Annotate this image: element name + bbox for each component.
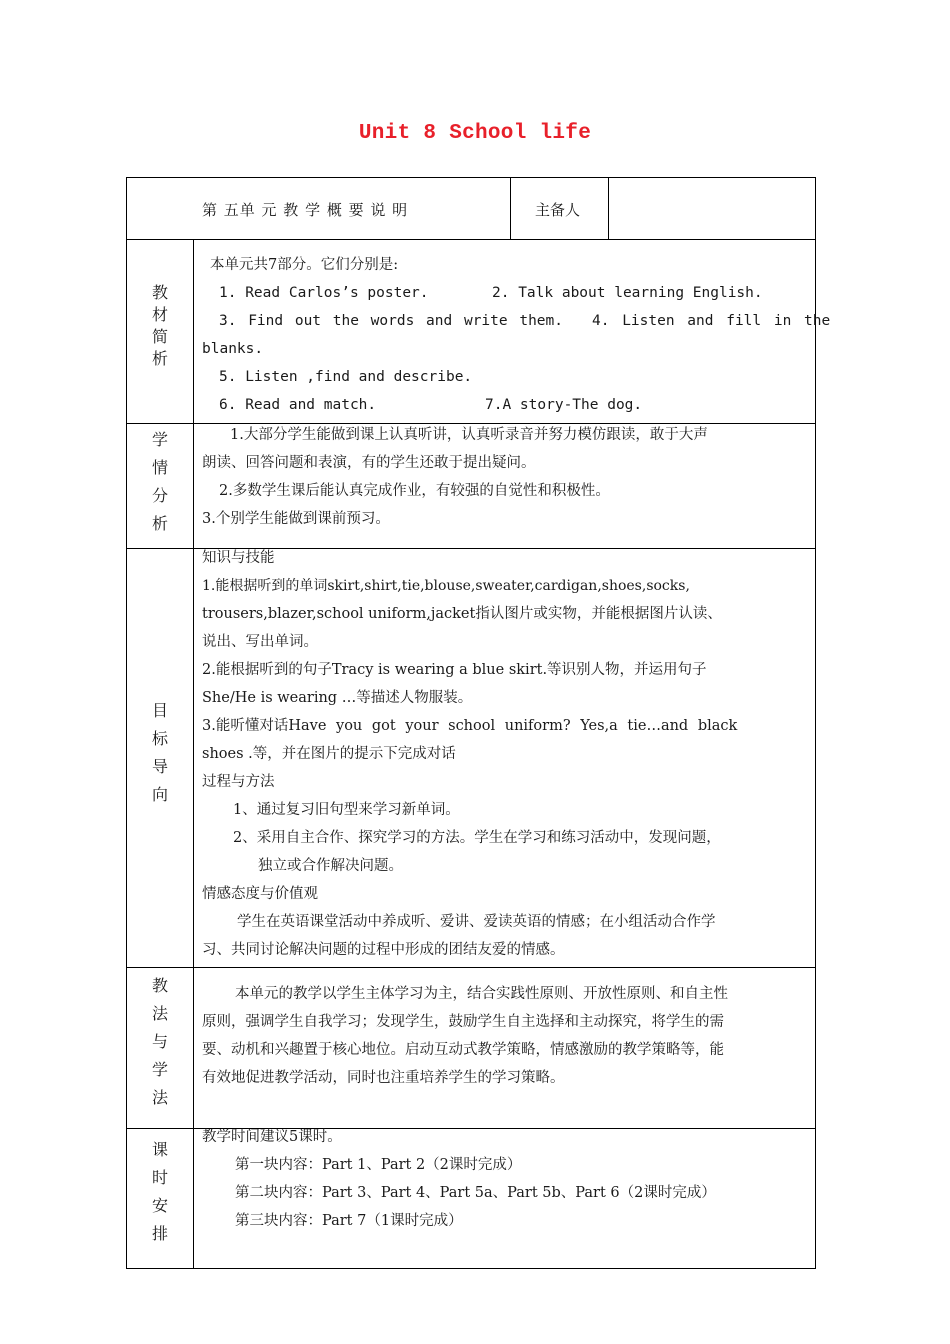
- methods-label: [127, 972, 193, 1112]
- text-line: 2.能根据听到的句子Tracy is wearing a blue skirt.等识别人物，并运用句子: [202, 662, 707, 678]
- text-line: 本单元的教学以学生主体学习为主，结合实践性原则、开放性原则、和自主性: [235, 986, 728, 1002]
- text-line: 第一块内容：Part 1、Part 2（2课时完成）: [235, 1157, 522, 1173]
- subheading: 过程与方法: [202, 774, 275, 790]
- column-divider: [510, 178, 511, 239]
- subheading: 情感态度与价值观: [202, 886, 318, 902]
- text-line: 朗读、回答问题和表演，有的学生还敢于提出疑问。: [202, 455, 536, 471]
- student-analysis-label: [127, 426, 193, 538]
- label-char: 法: [151, 1088, 168, 1107]
- item-4: 4. Listen and fill in the: [592, 313, 831, 329]
- text-line: 2、采用自主合作、探究学习的方法。学生在学习和练习活动中，发现问题，: [233, 830, 721, 846]
- text-line: 第三块内容：Part 7（1课时完成）: [235, 1213, 463, 1229]
- label-char: 向: [151, 785, 168, 804]
- label-char: 标: [151, 729, 168, 748]
- label-char: 析: [151, 514, 168, 533]
- text-line: 1.大部分学生能做到课上认真听讲，认真听录音并努力模仿跟读，敢于大声: [230, 427, 708, 443]
- text-line: 1、通过复习旧句型来学习新单词。: [233, 802, 460, 818]
- material-analysis-label: [127, 282, 193, 370]
- text-line: [202, 307, 831, 335]
- label-char: 安: [151, 1196, 168, 1215]
- goals-label: [127, 697, 193, 809]
- label-char: 教: [151, 976, 168, 995]
- text-line: 1.能根据听到的单词skirt,shirt,tie,blouse,sweater,cardigan,shoes,socks,: [202, 578, 690, 594]
- text-line: 本单元共7部分。它们分别是:: [210, 257, 399, 273]
- methods-content: [202, 980, 809, 1092]
- row-divider: [127, 967, 815, 968]
- text-line: 学生在英语课堂活动中养成听、爱讲、爱读英语的情感；在小组活动合作学: [237, 914, 716, 930]
- label-char: 学: [151, 430, 168, 449]
- label-char: 教: [151, 283, 168, 302]
- text-line: [202, 279, 809, 307]
- item-2: 2. Talk about learning English.: [492, 285, 763, 301]
- row-divider: [127, 239, 815, 240]
- label-char: 排: [151, 1224, 168, 1243]
- text-line: 3.个别学生能做到课前预习。: [202, 511, 390, 527]
- text-line: 3.能听懂对话Have you got your school uniform? Yes,a tie…and black: [202, 718, 738, 734]
- schedule-content: [202, 1123, 809, 1235]
- text-line: 习、共同讨论解决问题的过程中形成的团结友爱的情感。: [202, 942, 565, 958]
- overview-heading: 第 五单 元 教 学 概 要 说 明: [202, 201, 409, 219]
- text-line: 要、动机和兴趣置于核心地位。启动互动式教学策略，情感激励的教学策略等，能: [202, 1042, 724, 1058]
- text-line: 独立或合作解决问题。: [258, 858, 403, 874]
- label-char: 课: [151, 1140, 168, 1159]
- preparer-label: 主备人: [535, 201, 581, 219]
- label-char: 材: [151, 305, 168, 324]
- student-analysis-content: [202, 421, 809, 533]
- schedule-label: [127, 1136, 193, 1248]
- label-char: 时: [151, 1168, 168, 1187]
- text-line: trousers,blazer,school uniform,jacket指认图片或实物，并能根据图片认读、: [202, 606, 722, 622]
- label-char: 分: [151, 486, 168, 505]
- item-1: 1. Read Carlos’s poster.: [219, 285, 429, 301]
- material-analysis-content: [202, 251, 831, 419]
- item-3: 3. Find out the words and write them.: [219, 313, 564, 329]
- label-char: 情: [151, 458, 168, 477]
- text-line: 教学时间建议5课时。: [202, 1129, 342, 1145]
- label-char: 导: [151, 757, 168, 776]
- text-line: blanks.: [202, 341, 264, 357]
- label-char: 法: [151, 1004, 168, 1023]
- item-6: 6. Read and match.: [219, 397, 377, 413]
- column-divider: [608, 178, 609, 239]
- item-7: 7.A story-The dog.: [485, 397, 643, 413]
- text-line: 2.多数学生课后能认真完成作业，有较强的自觉性和积极性。: [219, 483, 610, 499]
- goals-content: [202, 544, 809, 964]
- text-line: 5. Listen ,find and describe.: [219, 369, 473, 385]
- subheading: 知识与技能: [202, 550, 275, 566]
- label-char: 目: [151, 701, 168, 720]
- column-divider: [193, 239, 194, 1269]
- text-line: 有效地促进教学活动，同时也注重培养学生的学习策略。: [202, 1070, 565, 1086]
- text-line: shoes .等，并在图片的提示下完成对话: [202, 746, 456, 762]
- label-char: 简: [151, 327, 168, 346]
- label-char: 析: [151, 349, 168, 368]
- text-line: 第二块内容：Part 3、Part 4、Part 5a、Part 5b、Part 6（2课时完成）: [235, 1185, 716, 1201]
- label-char: 学: [151, 1060, 168, 1079]
- document-title: Unit 8 School life: [358, 122, 592, 145]
- lesson-plan-table: [126, 177, 831, 1269]
- text-line: 说出、写出单词。: [202, 634, 318, 650]
- label-char: 与: [151, 1032, 168, 1051]
- text-line: She/He is wearing …等描述人物服装。: [202, 690, 473, 706]
- text-line: [202, 391, 809, 419]
- text-line: 原则，强调学生自我学习；发现学生，鼓励学生自主选择和主动探究，将学生的需: [202, 1014, 724, 1030]
